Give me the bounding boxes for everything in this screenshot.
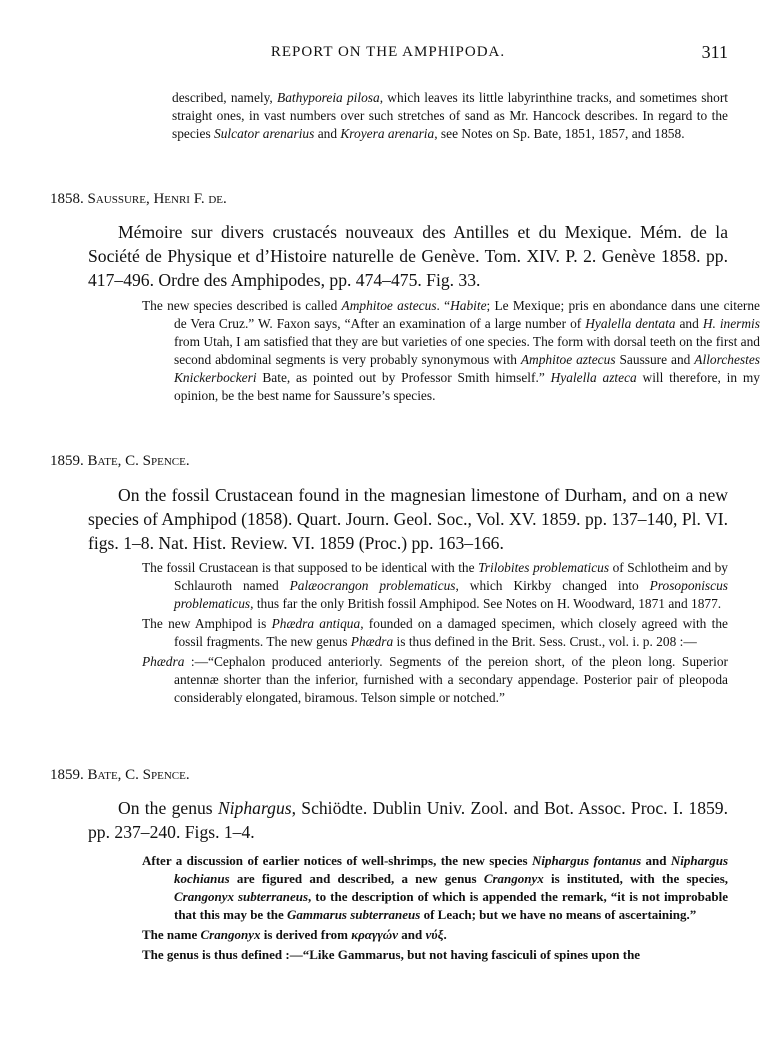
- note-paragraph: The new Amphipod is Phædra antiqua, founded on a damaged specimen, which closely agreed with the fossil fragments. The new genus Phædra is thus defined in the Brit. Sess. Crust., vol. i. p. 208 :—: [142, 616, 728, 649]
- top-note: described, namely, Bathyporeia pilosa, which leaves its little labyrinthine tracks, and sometimes short straight ones, in vast numbers over such stretches of sand as Mr. Hancock describes. In regard to the species Sulcator arenarius and Kroyera arenaria, see Notes on Sp. Bate, 1851, 1857, and 1858.: [172, 90, 728, 141]
- entry-title: On the fossil Crustacean found in the magnesian limestone of Durham, and on a new species of Amphipod (1858). Quart. Journ. Geol. Soc., Vol. XV. 1859. pp. 137–140, Pl. VI. figs. 1–8. Nat. Hist. Review. VI. 1859 (Proc.) pp. 163–166.: [88, 485, 728, 553]
- entry-heading: [50, 453, 190, 470]
- running-header: REPORT ON THE AMPHIPODA.: [270, 44, 506, 60]
- entry-year: 1859.: [50, 767, 84, 783]
- entry-author: Bate, C. Spence.: [87, 767, 190, 783]
- entry-title: On the genus Niphargus, Schiödte. Dublin Univ. Zool. and Bot. Assoc. Proc. I. 1859. pp. 237–240. Figs. 1–4.: [88, 798, 728, 842]
- entry-heading: [50, 767, 190, 784]
- entry-note: The new species described is called Amphitoe astecus. “Habite; Le Mexique; pris en abondance dans une citerne de Vera Cruz.” W. Faxon says, “After an examination of a large number of Hyalella dentata and H. inermis from Utah, I am satisfied that they are but varieties of one species. The form with dorsal teeth on the first and second abdominal segments is very probably synonymous with Amphitoe aztecus Saussure and Allorchestes Knickerbockeri Bate, as pointed out by Professor Smith himself.” Hyalella azteca will therefore, in my opinion, be the best name for Saussure’s species.: [142, 298, 761, 403]
- entry-author: Saussure, Henri F. de.: [87, 191, 227, 207]
- entry-author: Bate, C. Spence.: [87, 453, 190, 469]
- note-paragraph: Phædra :—“Cephalon produced anteriorly. Segments of the pereion short, of the pleon long. Superior antennæ shorter than the inferior, furnished with a secondary appendage. Posterior pair of pleopoda considerably elongated, biramous. Telson simple or notched.”: [142, 654, 728, 705]
- note-paragraph: After a discussion of earlier notices of well-shrimps, the new species Niphargus fontanus and Niphargus kochianus are figured and described, a new genus Crangonyx is instituted, with the species, Crangonyx subterraneus, to the description of which is appended the remark, “it is not improbable that this may be the Gammarus subterraneus of Leach; but we have no means of ascertaining.”: [142, 853, 729, 922]
- note-paragraph: The genus is thus defined :—“Like Gammarus, but not having fasciculi of spines upon the: [142, 947, 641, 962]
- note-paragraph: The fossil Crustacean is that supposed to be identical with the Trilobites problematicus of Schlotheim and by Schlauroth named Palæocrangon problematicus, which Kirkby changed into Prosoponiscus problematicus, thus far the only British fossil Amphipod. See Notes on H. Woodward, 1871 and 1877.: [142, 560, 728, 611]
- entry-note: [142, 852, 728, 966]
- note-paragraph: The name Crangonyx is derived from κραγγών and νύξ.: [142, 927, 447, 942]
- entry-heading: [50, 191, 227, 208]
- entry-year: 1858.: [50, 191, 84, 207]
- entry-year: 1859.: [50, 453, 84, 469]
- entry-title: Mémoire sur divers crustacés nouveaux des Antilles et du Mexique. Mém. de la Société de Physique et d’Histoire naturelle de Genève. Tom. XIV. P. 2. Genève 1858. pp. 417–496. Ordre des Amphipodes, pp. 474–475. Fig. 33.: [88, 222, 728, 290]
- entry-note: [142, 559, 728, 709]
- page-number: 311: [701, 42, 728, 62]
